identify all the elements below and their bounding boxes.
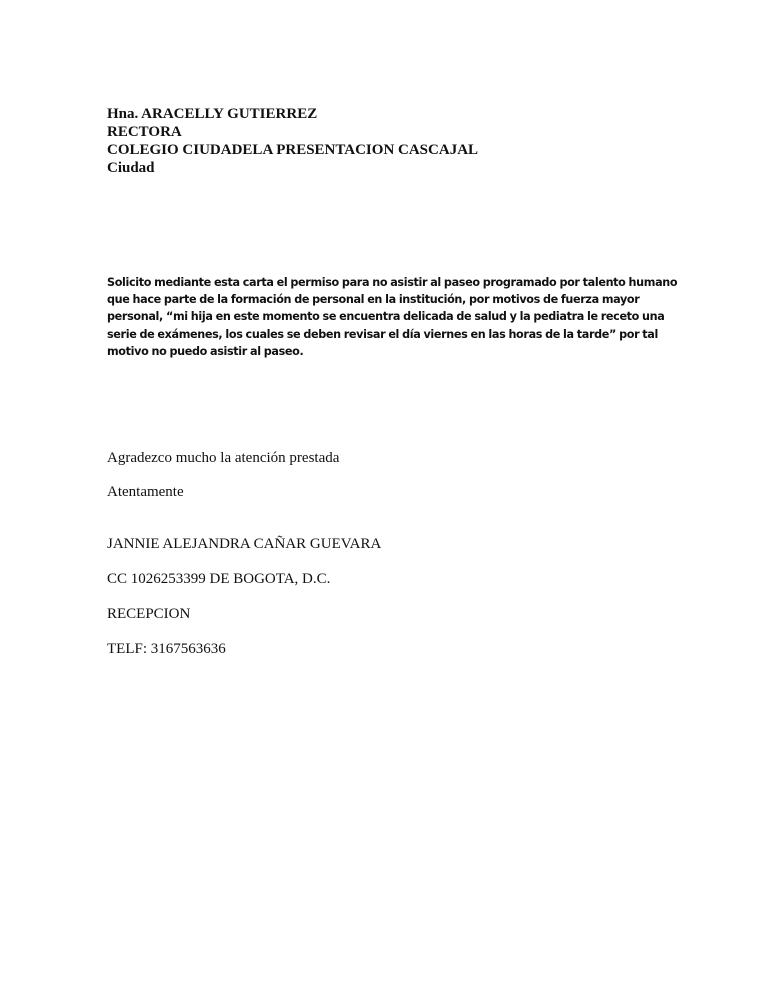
- body-line: que hace parte de la formación de personal en la institución, por motivos de fuerza mayor: [107, 293, 640, 307]
- closing-line: Atentamente: [107, 484, 184, 500]
- addressee-block: [107, 105, 478, 177]
- body-line: serie de exámenes, los cuales se deben revisar el día viernes en las horas de la tarde” por tal: [107, 327, 658, 341]
- signature-phone: TELF: 3167563636: [107, 641, 226, 657]
- letter-body: [107, 274, 678, 360]
- addressee-position: RECTORA: [107, 124, 182, 140]
- body-line: motivo no puedo asistir al paseo.: [107, 344, 304, 358]
- addressee-city: Ciudad: [107, 160, 155, 176]
- body-line: Solicito mediante esta carta el permiso para no asistir al paseo programado por talento humano: [107, 276, 678, 289]
- signature-department: RECEPCION: [107, 606, 191, 622]
- addressee-name: Hna. ARACELLY GUTIERREZ: [107, 106, 318, 122]
- body-line: personal, “mi hija en este momento se encuentra delicada de salud y la pediatra le receto una: [107, 310, 665, 324]
- thanks-line: Agradezco mucho la atención prestada: [107, 450, 340, 466]
- addressee-institution: COLEGIO CIUDADELA PRESENTACION CASCAJAL: [107, 142, 479, 158]
- signature-id: CC 1026253399 DE BOGOTA, D.C.: [107, 571, 331, 587]
- signature-name: JANNIE ALEJANDRA CAÑAR GUEVARA: [107, 536, 382, 552]
